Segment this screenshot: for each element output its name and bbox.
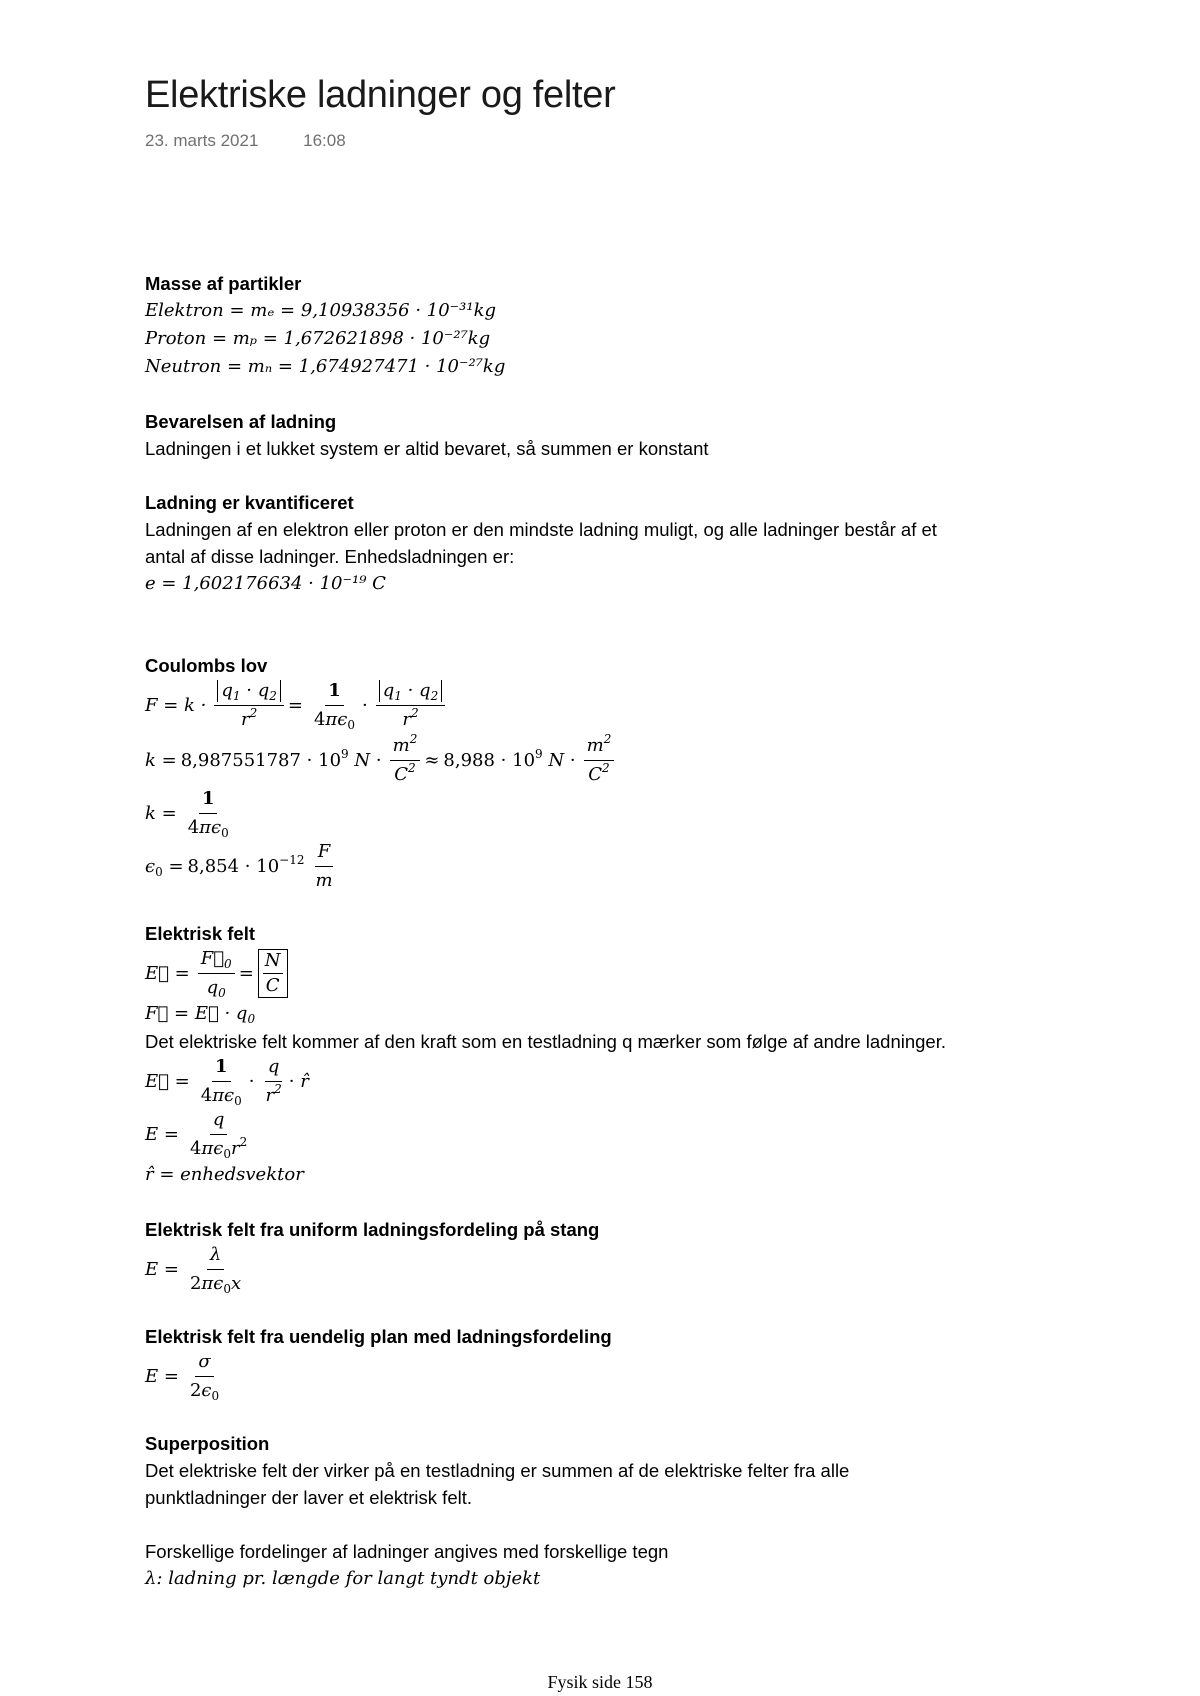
text-superposition-1: Det elektriske felt der virker på en testladning er summen af de elektriske felter fra alle — [145, 1460, 850, 1481]
formula-coulomb-law: F = k · $\frac{q_1 \cdot q_2}{r^2}$ = $\frac{1}{4\pi\epsilon_0}$ · $\frac{q_1 \cdot q_2}{r^2}$ — [145, 679, 1045, 732]
text-superposition-3: Forskellige fordelinger af ladninger angives med forskellige tegn — [145, 1541, 669, 1562]
heading-plan: Elektrisk felt fra uendelig plan med ladningsfordeling — [145, 1326, 612, 1347]
formula-epsilon0: $\epsilon_0$ = $8,854 \cdot 10^{-12}$ $\frac{F}{m}$ — [145, 841, 333, 891]
formula-field-definition: E⃗ = $\frac{F⃗_0}{q_0}$ = $\frac{N}{C}$ — [145, 947, 1045, 1000]
formula-field-point-charge: E = $\frac{q}{4\pi\epsilon_0r^2}$ — [145, 1109, 248, 1161]
page-title: Elektriske ladninger og felter — [145, 74, 616, 116]
page-time: 16:08 — [303, 131, 346, 150]
heading-elektrisk-felt: Elektrisk felt — [145, 923, 256, 944]
formula-k-value: k = $8,987551787 \cdot 10^9$ N · $\frac{m^2}{C^2}$ ≈ $8,988 \cdot 10^9$ N · $\frac{m^2}{C^2}$ — [145, 734, 1045, 787]
text-kvantificeret-2: antal af disse ladninger. Enhedsladningen er: — [145, 546, 515, 567]
page-meta — [145, 131, 346, 151]
formula-field-rod: E = $\frac{\lambda}{2\pi\epsilon_0x}$ — [145, 1244, 242, 1296]
text-elektrisk-felt: Det elektriske felt kommer af den kraft som en testladning q mærker som følge af andre ladninger. — [145, 1031, 947, 1052]
formula-field-point-charge-vector: E⃗ = $\frac{1}{4\pi\epsilon_0}$ · $\frac{q}{r^2}$ · r̂ — [145, 1056, 309, 1108]
text-bevarelse: Ladningen i et lukket system er altid bevaret, så summen er konstant — [145, 438, 709, 459]
formula-neutron-mass: Neutron = mₙ = 1,674927471 · 10⁻²⁷kg — [145, 356, 506, 377]
formula-field-plane: E = $\frac{\sigma}{2\epsilon_0}$ — [145, 1351, 220, 1403]
page-date: 23. marts 2021 — [145, 131, 259, 150]
formula-electron-mass: Elektron = mₑ = 9,10938356 · 10⁻³¹kg — [145, 300, 497, 321]
heading-stang: Elektrisk felt fra uniform ladningsfordeling på stang — [145, 1219, 600, 1240]
text-kvantificeret-1: Ladningen af en elektron eller proton er den mindste ladning muligt, og alle ladninger består af et — [145, 519, 937, 540]
heading-coulomb: Coulombs lov — [145, 655, 268, 676]
formula-k-definition: k = $\frac{1}{4\pi\epsilon_0}$ — [145, 788, 229, 840]
heading-superposition: Superposition — [145, 1433, 270, 1454]
page-footer: Fysik side 158 — [547, 1672, 653, 1692]
heading-bevarelse: Bevarelsen af ladning — [145, 411, 337, 432]
formula-force-from-field: F⃗ = E⃗ · $q_0$ — [145, 1003, 256, 1026]
formula-elementary-charge: e = 1,602176634 · 10⁻¹⁹ C — [145, 573, 386, 594]
heading-masse: Masse af partikler — [145, 273, 302, 294]
formula-proton-mass: Proton = mₚ = 1,672621898 · 10⁻²⁷kg — [145, 328, 491, 349]
formula-unit-vector: r̂ = enhedsvektor — [145, 1164, 304, 1185]
page-content — [145, 270, 1045, 1593]
formula-lambda-definition: λ: ladning pr. længde for langt tyndt objekt — [145, 1568, 541, 1589]
text-superposition-2: punktladninger der laver et elektrisk felt. — [145, 1487, 473, 1508]
heading-kvantificeret: Ladning er kvantificeret — [145, 492, 354, 513]
